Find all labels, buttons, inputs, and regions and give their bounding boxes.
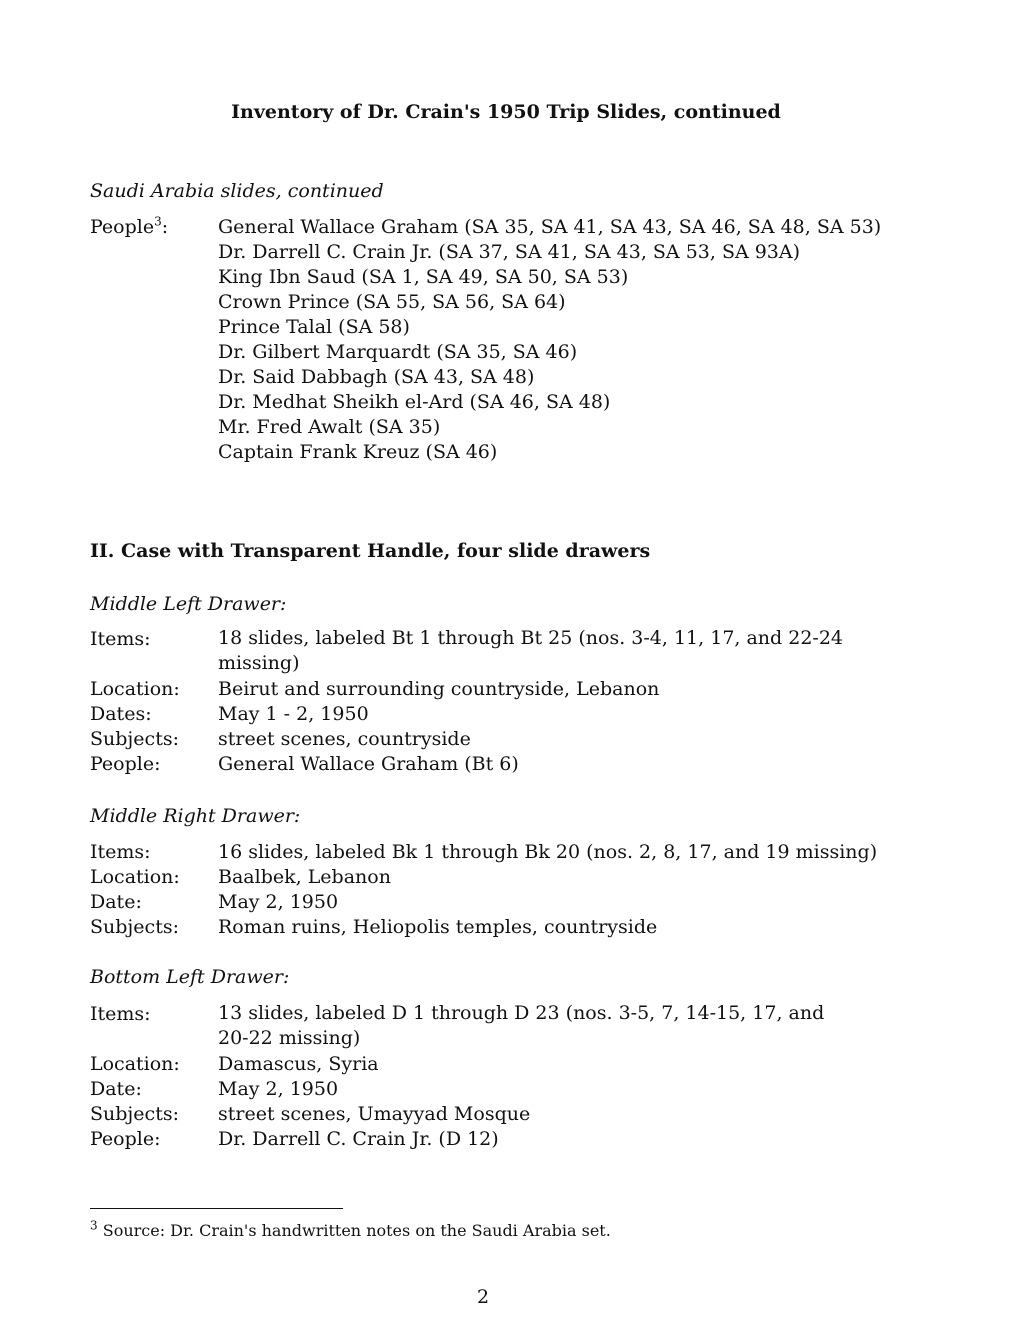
people-value: Dr. Darrell C. Crain Jr. (D 12) (218, 1128, 499, 1150)
dates-value: May 1 - 2, 1950 (218, 703, 369, 725)
location-label: Location: (90, 1053, 180, 1075)
subjects-label: Subjects: (90, 916, 179, 938)
items-value: 16 slides, labeled Bk 1 through Bk 20 (nos. 2, 8, 17, and 19 missing) (218, 841, 878, 863)
drawer-title-middle-left: Middle Left Drawer: (90, 593, 287, 615)
location-value: Baalbek, Lebanon (218, 866, 391, 888)
date-label: Date: (90, 891, 142, 913)
drawer-title-bottom-left: Bottom Left Drawer: (90, 966, 290, 988)
people-item: Prince Talal (SA 58) (218, 316, 410, 338)
date-value: May 2, 1950 (218, 891, 339, 913)
footnote-rule (90, 1208, 343, 1209)
items-value: 18 slides, labeled Bt 1 through Bt 25 (nos. 3-4, 11, 17, and 22-24 missing) (218, 627, 844, 674)
people-item: General Wallace Graham (SA 35, SA 41, SA 43, SA 46, SA 48, SA 53) (218, 216, 882, 238)
subjects-value: street scenes, Umayyad Mosque (218, 1103, 531, 1125)
people-item: Dr. Darrell C. Crain Jr. (SA 37, SA 41, SA 43, SA 53, SA 93A) (218, 241, 801, 263)
items-label: Items: (90, 1003, 151, 1025)
items-label: Items: (90, 628, 151, 650)
footnote-ref: 3 (154, 214, 162, 229)
drawer-title-middle-right: Middle Right Drawer: (90, 805, 301, 827)
location-label: Location: (90, 866, 180, 888)
items-label: Items: (90, 841, 151, 863)
location-label: Location: (90, 678, 180, 700)
footnote-text: Source: Dr. Crain's handwritten notes on the Saudi Arabia set. (97, 1221, 611, 1240)
people-item: Captain Frank Kreuz (SA 46) (218, 441, 498, 463)
subjects-value: Roman ruins, Heliopolis temples, countryside (218, 916, 658, 938)
people-item: Dr. Said Dabbagh (SA 43, SA 48) (218, 366, 535, 388)
saudi-subtitle: Saudi Arabia slides, continued (90, 180, 384, 202)
people-item: King Ibn Saud (SA 1, SA 49, SA 50, SA 53) (218, 266, 629, 288)
footnote (90, 1218, 611, 1240)
date-value: May 2, 1950 (218, 1078, 339, 1100)
date-label: Date: (90, 1078, 142, 1100)
people-label: People$^3$: (90, 214, 169, 238)
subjects-value: street scenes, countryside (218, 728, 471, 750)
dates-label: Dates: (90, 703, 152, 725)
page-number: 2 (476, 1286, 490, 1308)
case-heading: II. Case with Transparent Handle, four slide drawers (90, 540, 651, 562)
people-item: Dr. Medhat Sheikh el-Ard (SA 46, SA 48) (218, 391, 611, 413)
people-label: People: (90, 753, 161, 775)
footnote-mark: 3 (90, 1218, 98, 1233)
subjects-label: Subjects: (90, 728, 179, 750)
people-label: People: (90, 1128, 161, 1150)
people-item: Mr. Fred Awalt (SA 35) (218, 416, 441, 438)
people-item: Dr. Gilbert Marquardt (SA 35, SA 46) (218, 341, 578, 363)
location-value: Damascus, Syria (218, 1053, 379, 1075)
location-value: Beirut and surrounding countryside, Lebanon (218, 678, 660, 700)
page-title: Inventory of Dr. Crain's 1950 Trip Slides, continued (231, 101, 781, 123)
people-item: Crown Prince (SA 55, SA 56, SA 64) (218, 291, 566, 313)
subjects-label: Subjects: (90, 1103, 179, 1125)
people-value: General Wallace Graham (Bt 6) (218, 753, 519, 775)
items-value: 13 slides, labeled D 1 through D 23 (nos. 3-5, 7, 14-15, 17, and 20-22 missing) (218, 1002, 825, 1049)
